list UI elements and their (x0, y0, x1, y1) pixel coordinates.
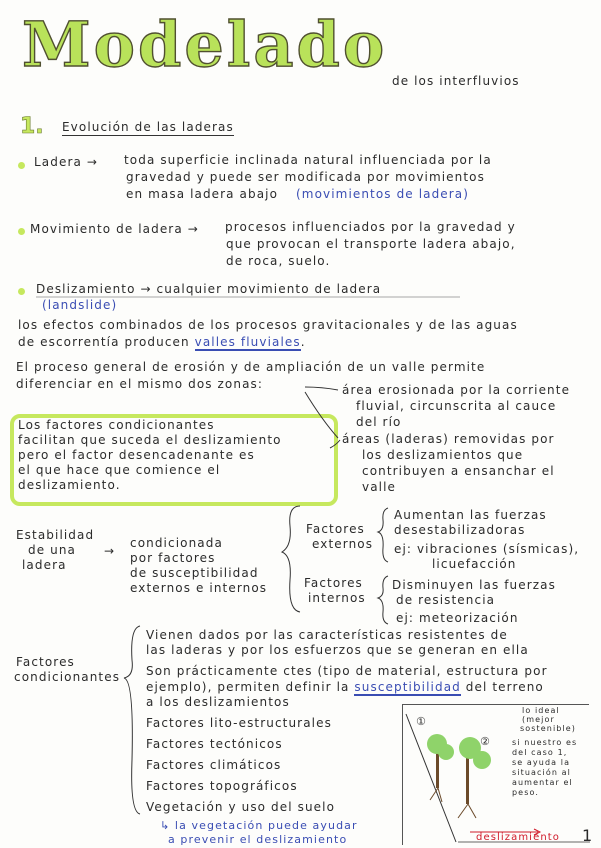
zona1-line2: fluvial, circunscrita al cauce (356, 399, 557, 413)
figure-note: del caso 1, (512, 748, 568, 757)
deslizamiento-english: (landslide) (42, 298, 118, 312)
zona2-line2: los deslizamientos que (362, 448, 524, 462)
estabilidad-arrow: → (104, 544, 116, 558)
int-desc2: de resistencia (396, 593, 496, 607)
ext-desc1: Aumentan las fuerzas (394, 508, 547, 522)
figure-note: peso. (512, 788, 539, 797)
figure-caption: deslizamiento (476, 832, 560, 843)
cond-line3: de susceptibilidad (130, 566, 259, 580)
zona2-line1: áreas (laderas) removidas por (342, 432, 555, 446)
zona2-line3: contribuyen a ensanchar el (362, 464, 555, 478)
cond-desc2-line1: Son prácticamente ctes (tipo de material, estructura por (146, 664, 548, 678)
factor-item: Factores lito-estructurales (146, 716, 332, 730)
condicionantes-term2: condicionantes (14, 670, 121, 684)
estabilidad-term2: de una (28, 543, 76, 557)
figure-note: aumentar el (512, 778, 573, 787)
zona1-line3: del río (356, 415, 402, 429)
figure-note: lo ideal (522, 706, 560, 715)
page-subtitle: de los interfluvios (392, 74, 520, 88)
ext-ej1: ej: vibraciones (sísmicas), (394, 542, 580, 556)
movimiento-def-line1: procesos influenciados por la gravedad y (225, 220, 516, 234)
efectos-line2: de escorrentía producen valles fluviales. (18, 335, 306, 349)
cond-line2: por factores (130, 551, 216, 565)
cond-desc1-line1: Vienen dados por las características resistentes de (146, 628, 508, 642)
movimiento-def-line3: de roca, suelo. (226, 254, 331, 268)
zona2-line4: valle (362, 480, 397, 494)
int-desc1: Disminuyen las fuerzas (392, 578, 556, 592)
figure-note: si nuestro es (512, 738, 578, 747)
ext-label1: Factores (306, 522, 365, 536)
factor-item: Factores climáticos (146, 758, 282, 772)
ext-desc2: desestabilizadoras (394, 523, 526, 537)
ext-label2: externos (312, 537, 374, 551)
ladera-def-line1: toda superficie inclinada natural influenciada por la (124, 153, 492, 167)
figure-label-2: ② (480, 735, 491, 748)
cond-desc2-line3: a los deslizamientos (146, 695, 290, 709)
figure-note: sostenible) (520, 724, 577, 733)
term-deslizamiento: Deslizamiento → cualquier movimiento de ladera (36, 282, 382, 296)
int-label1: Factores (304, 576, 363, 590)
figure-note: se ayuda la (512, 758, 571, 767)
box-line2: facilitan que suceda el deslizamiento (18, 433, 282, 447)
box-line1: Los factores condicionantes (18, 418, 215, 432)
ext-ej2: licuefacción (432, 557, 517, 571)
susceptibilidad-term: susceptibilidad (354, 680, 461, 694)
page-title: Modelado (22, 8, 388, 81)
efectos-line1: los efectos combinados de los procesos gravitacionales y de las aguas (18, 318, 518, 332)
section-heading: Evolución de las laderas (62, 120, 234, 134)
box-line3: pero el factor desencadenante es (18, 448, 255, 462)
section-number: 1. (20, 114, 44, 139)
cond-desc2-line2: ejemplo), permiten definir la susceptibilidad del terreno (146, 680, 544, 694)
factor-item: Factores tectónicos (146, 737, 283, 751)
proceso-line2: diferenciar en el mismo dos zonas: (16, 377, 264, 391)
condicionantes-term1: Factores (16, 655, 75, 669)
factor-item: Vegetación y uso del suelo (146, 800, 336, 814)
int-label2: internos (308, 591, 366, 605)
page-number: 1 (582, 826, 593, 845)
factor-item: Factores topográficos (146, 779, 298, 793)
ladera-note: (movimientos de ladera) (296, 187, 470, 201)
veg-note1: ↳ la vegetación puede ayudar (160, 819, 358, 832)
movimiento-def-line2: que provocan el transporte ladera abajo, (226, 237, 516, 251)
term-ladera: Ladera → (34, 155, 98, 169)
cond-desc1-line2: las laderas y por los esfuerzos que se generan en ella (146, 643, 529, 657)
valles-fluviales: valles fluviales (194, 335, 301, 349)
box-line4: el que hace que comience el (18, 463, 221, 477)
figure-label-1: ① (416, 715, 427, 728)
box-line5: deslizamiento. (18, 478, 121, 492)
ladera-def-line2: gravedad y puede ser modificada por movimientos (126, 170, 485, 184)
term-movimiento: Movimiento de ladera → (30, 222, 199, 236)
veg-note2: a prevenir el deslizamiento (168, 833, 348, 846)
estabilidad-term3: ladera (22, 558, 67, 572)
proceso-line1: El proceso general de erosión y de ampliación de un valle permite (16, 360, 486, 374)
figure-note: situación al (512, 768, 571, 777)
figure-note: (mejor (522, 715, 555, 724)
int-ej: ej: meteorización (396, 611, 519, 625)
estabilidad-term1: Estabilidad (16, 528, 95, 542)
ladera-def-line3: en masa ladera abajo (126, 187, 279, 201)
cond-line4: externos e internos (130, 581, 268, 595)
cond-line1: condicionada (130, 536, 223, 550)
zona1-line1: área erosionada por la corriente (342, 383, 571, 397)
